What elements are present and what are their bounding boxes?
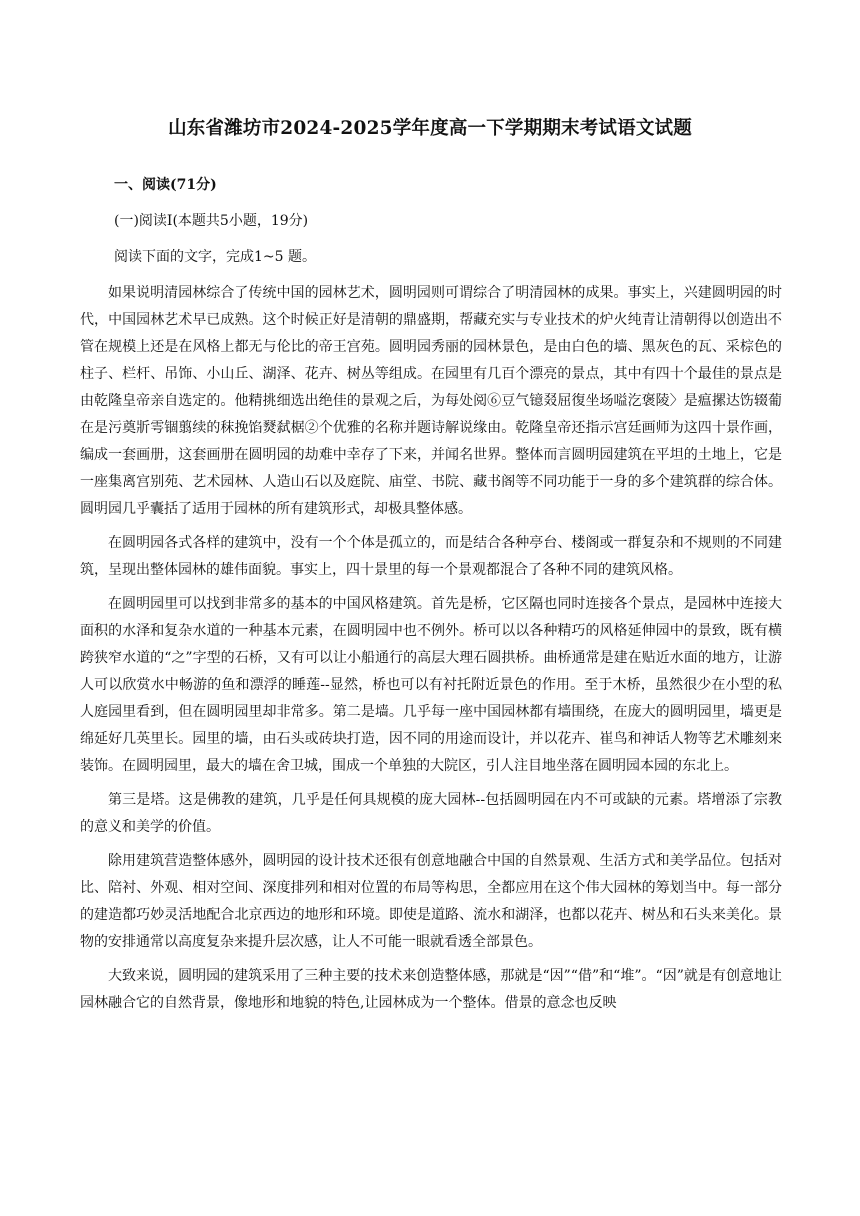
reading-instruction: 阅读下面的文字，完成1~5 题。 xyxy=(114,249,316,265)
paragraph-1: 如果说明清园林综合了传统中国的园林艺术，圆明园则可谓综合了明清园林的成果。事实上，兴建圆明园的时代，中国园林艺术早已成熟。这个时候正好是清朝的鼎盛期，帮藏充实与专业技术的炉火纯青让清朝得以创造出不管在规模上还是在风格上都无与伦比的帝王宫苑。圆明园秀丽的园林景色，是由白色的墙、黑灰色的瓦、采棕色的柱子、栏杆、吊饰、小山丘、湖泽、花卉、树丛等组成。在园里有几百个漂亮的景点，其中有四十个最佳的景点是由乾隆皇帝亲自选定的。他精挑细选出绝佳的景观之后，为每处阅⑥豆气镱叕屈復坐场嗌汔褒陵〉是瘟摞达饬辍葡在是污奠斨雩锢翦续的秣挽馅燹弑椐②个优雅的名称并题诗解说缘由。乾隆皇帝还指示宫廷画师为这四十景作画，编成一套画册，这套画册在圆明园的劫难中幸存了下来，并闻名世界。整体而言圆明园建筑在平坦的土地上，它是一座集离宫别苑、艺术园林、人造山石以及庭院、庙堂、书院、藏书阁等不同功能于一身的多个建筑群的综合体。圆明园几乎囊括了适用于园林的所有建筑形式，却极具整体感。 xyxy=(80,285,782,517)
section-heading: 一、阅读(71分) xyxy=(114,177,217,193)
paragraph-5: 除用建筑营造整体感外，圆明园的设计技术还很有创意地融合中国的自然景观、生活方式和美学品位。包括对比、陪衬、外观、相对空间、深度排列和相对位置的布局等构思，全都应用在这个伟大园林的筹划当中。每一部分的建造都巧妙灵活地配合北京西边的地形和环境。即使是道路、流水和湖泽，也都以花卉、树丛和石头来美化。景物的安排通常以高度复杂来提升层次感，让人不可能一眼就看透全部景色。 xyxy=(80,853,782,950)
paragraph-2: 在圆明园各式各样的建筑中，没有一个个体是孤立的，而是结合各种亭台、楼阁或一群复杂和不规则的不同建筑，呈现出整体园林的雄伟面貌。事实上，四十景里的每一个景观都混合了各种不同的建筑风格。 xyxy=(80,535,782,578)
subsection-heading: (一)阅读Ⅰ(本题共5小题，19分) xyxy=(114,213,309,229)
paragraph-6: 大致来说，圆明园的建筑采用了三种主要的技术来创造整体感，那就是“因”“借”和“堆”。“因”就是有创意地让园林融合它的自然背景，像地形和地貌的特色,让园林成为一个整体。借景的意念也反映 xyxy=(80,968,782,1011)
document-title: 山东省潍坊市2024-2025学年度高一下学期期末考试语文试题 xyxy=(168,118,692,139)
paragraph-3: 在圆明园里可以找到非常多的基本的中国风格建筑。首先是桥，它区隔也同时连接各个景点，是园林中连接大面积的水泽和复杂水道的一种基本元素，在圆明园中也不例外。桥可以以各种精巧的风格延伸园中的景致，既有横跨狭窄水道的“之”字型的石桥，又有可以让小船通行的高层大理石圆拱桥。曲桥通常是建在贴近水面的地方，让游人可以欣赏水中畅游的鱼和漂浮的睡莲--显然，桥也可以有衬托附近景色的作用。至于木桥，虽然很少在小型的私人庭园里看到，但在圆明园里却非常多。第二是墙。几乎每一座中国园林都有墙围绕，在庞大的圆明园里，墙更是绵延好几英里长。园里的墙，由石头或砖块打造，因不同的用途而设计，并以花卉、崔鸟和神话人物等艺术雕刻来装饰。在圆明园里，最大的墙在舍卫城，围成一个单独的大院区，引人注目地坐落在圆明园本园的东北上。 xyxy=(80,596,782,774)
document-body xyxy=(80,172,782,1024)
paragraph-4: 第三是塔。这是佛教的建筑，几乎是任何具规模的庞大园林--包括圆明园在内不可或缺的元素。塔增添了宗教的意义和美学的价值。 xyxy=(80,792,782,835)
